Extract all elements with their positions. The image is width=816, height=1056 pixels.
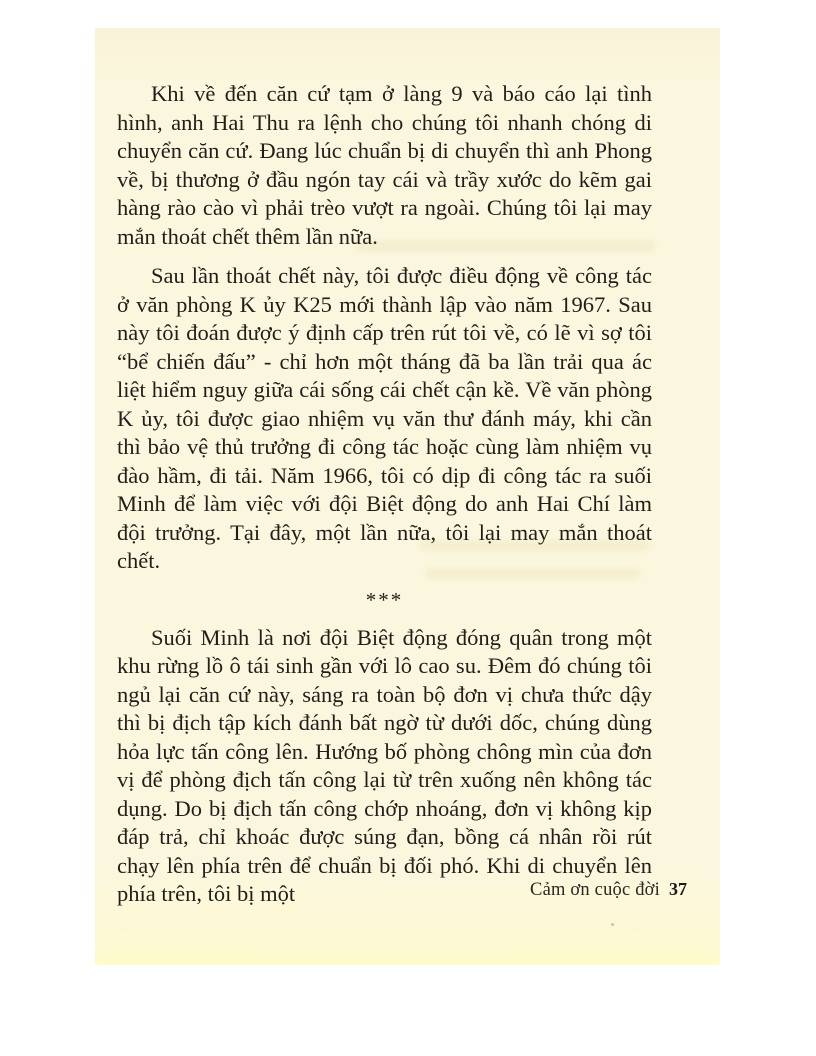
book-page — [95, 28, 720, 965]
body-paragraph-1: Khi về đến căn cứ tạm ở làng 9 và báo cáo lại tình hình, anh Hai Thu ra lệnh cho chúng tôi nhanh chóng di chuyển căn cứ. Đang lúc chuẩn bị di chuyển thì anh Phong về, bị thương ở đầu ngón tay cái và trầy xước do kẽm gai hàng rào cào vì phải trèo vượt ra ngoài. Chúng tôi lại may mắn thoát chết thêm lần nữa. — [117, 81, 652, 249]
body-paragraph-3: Suối Minh là nơi đội Biệt động đóng quân trong một khu rừng lồ ô tái sinh gần với lô cao su. Đêm đó chúng tôi ngủ lại căn cứ này, sáng ra toàn bộ đơn vị chưa thức dậy thì bị địch tập kích đánh bất ngờ từ dưới dốc, chúng dùng hỏa lực tấn công lên. Hướng bố phòng chông mìn của đơn vị để phòng địch tấn công lại từ trên xuống nên không tác dụng. Do bị địch tấn công chớp nhoáng, đơn vị không kịp đáp trả, chỉ khoác được súng đạn, bồng cá nhân rồi rút chạy lên phía trên để chuẩn bị đối phó. Khi di chuyển lên phía trên, tôi bị một — [117, 624, 652, 906]
page-number: 37 — [669, 879, 687, 899]
section-separator: *** — [365, 587, 404, 612]
body-text-block — [117, 80, 652, 920]
running-footer-title: Cảm ơn cuộc đời — [530, 880, 660, 900]
body-paragraph-2: Sau lần thoát chết này, tôi được điều động về công tác ở văn phòng K ủy K25 mới thành lập vào năm 1967. Sau này tôi đoán được ý định cấp trên rút tôi về, có lẽ vì sợ tôi “bể chiến đấu” - chỉ hơn một tháng đã ba lần trải qua ác liệt hiểm nguy giữa cái sống cái chết cận kề. Về văn phòng K ủy, tôi được giao nhiệm vụ văn thư đánh máy, khi cần thì bảo vệ thủ trưởng đi công tác hoặc cùng làm nhiệm vụ đào hầm, đi tải. Năm 1966, tôi có dịp đi công tác ra suối Minh để làm việc với đội Biệt động do anh Hai Chí làm đội trưởng. Tại đây, một lần nữa, tôi lại may mắn thoát chết. — [117, 263, 652, 573]
running-footer — [530, 879, 687, 901]
scan-dust-speck — [611, 923, 614, 926]
